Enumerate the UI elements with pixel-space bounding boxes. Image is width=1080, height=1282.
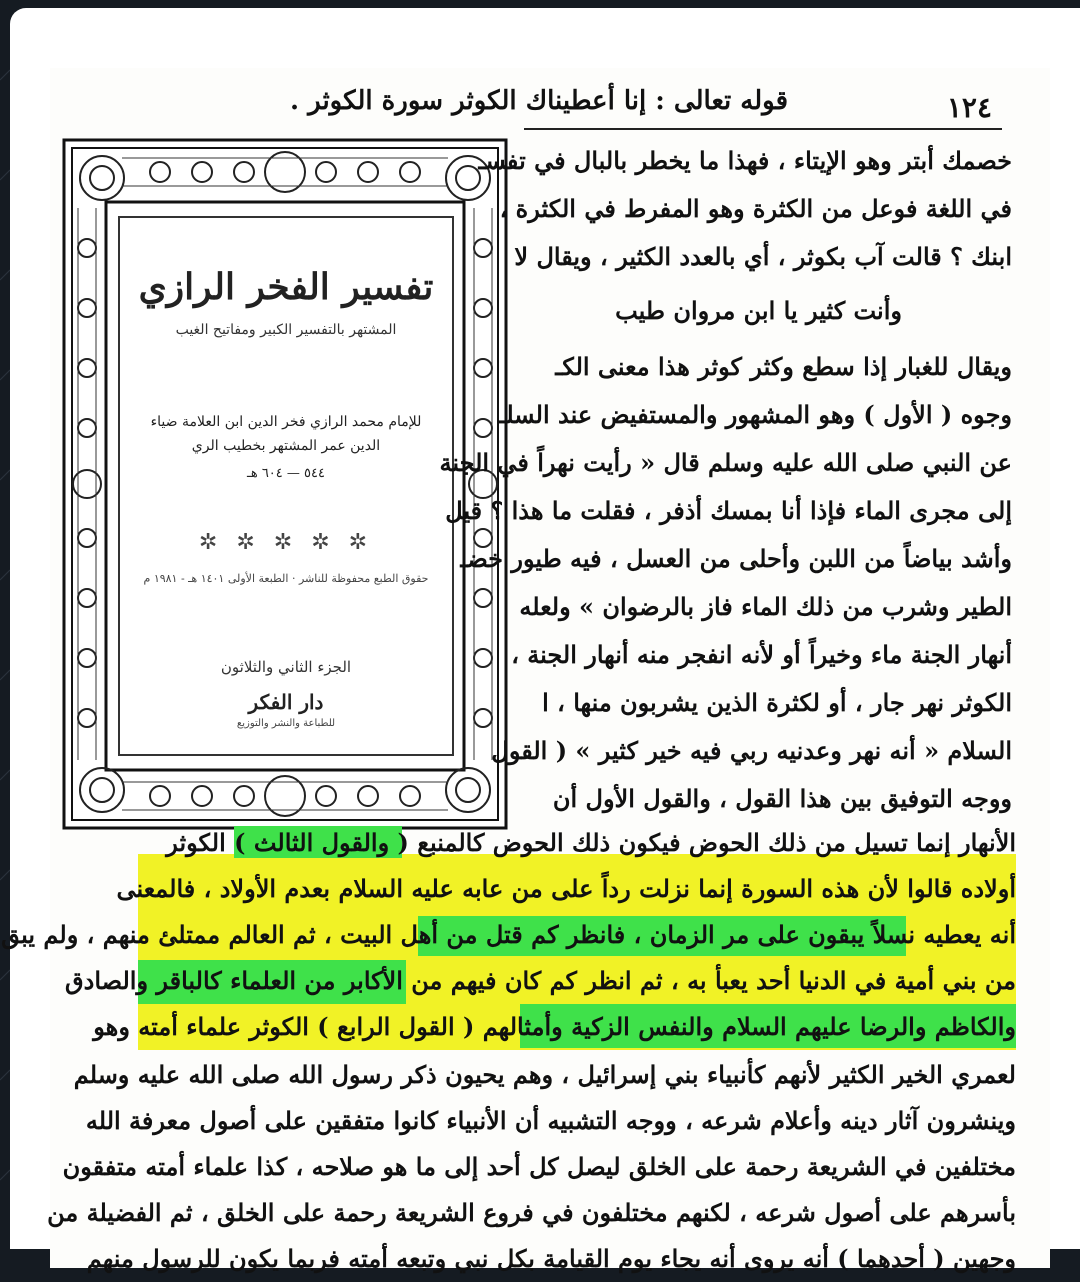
cover-dates: ٥٤٤ — ٦٠٤ هـ <box>247 466 325 481</box>
text-line: وجهين ( أحدهما ) أنه يروى أنه يجاء يوم القيامة بكل نبي وتبعه أمته فربما يكون للرسول منهم <box>86 1244 1016 1273</box>
text-line: لعمري الخير الكثير لأنهم كأنبياء بني إسرائيل ، وهم يحيون ذكر رسول الله صلى الله عليه وسلم <box>73 1060 1016 1089</box>
text-line: ويقال للغبار إذا سطع وكثر كوثر هذا معنى الكـ <box>555 352 1012 381</box>
text-line: في اللغة فوعل من الكثرة وهو المفرط في الكثرة ، <box>499 194 1012 223</box>
cover-subtitle: المشتهر بالتفسير الكبير ومفاتيح الغيب <box>175 322 397 338</box>
text-line: إلى مجرى الماء فإذا أنا بمسك أذفر ، فقلت ما هذا ؟ قيل <box>445 496 1012 525</box>
cover-publisher-subtitle: للطباعة والنشر والتوزيع <box>236 718 336 729</box>
text-line: خصمك أبتر وهو الإيتاء ، فهذا ما يخطر بالبال في تفسـ <box>478 146 1012 175</box>
text-line: أولاده قالوا لأن هذه السورة إنما نزلت رداً على من عابه عليه السلام بعدم الأولاد ، فالمعنى <box>116 874 1016 903</box>
text-line: ابنك ؟ قالت آب بكوثر ، أي بالعدد الكثير ، ويقال لا <box>514 242 1012 271</box>
text-line: بأسرهم على أصول شرعه ، لكنهم مختلفون في فروع الشريعة رحمة على الخلق ، ثم الفضيلة من <box>47 1198 1016 1227</box>
text-line: عن النبي صلى الله عليه وسلم قال « رأيت نهراً في الجنة <box>439 448 1012 477</box>
text-line: وجوه ( الأول ) وهو المشهور والمستفيض عند السلـ <box>499 400 1012 429</box>
cover-stars: ✲ ✲ ✲ ✲ ✲ <box>198 530 374 555</box>
text-line: والكاظم والرضا عليهم السلام والنفس الزكية وأمثالهم ( القول الرابع ) الكوثر علماء أمته وهو <box>93 1012 1016 1041</box>
cover-volume: الجزء الثاني والثلاثون <box>220 658 352 676</box>
text-line: مختلفين في الشريعة رحمة على الخلق ليصل كل أحد إلى ما هو صلاحه ، كذا علماء أمته متفقون <box>62 1152 1016 1181</box>
text-line: من بني أمية في الدنيا أحد يعبأ به ، ثم انظر كم كان فيهم من الأكابر من العلماء كالباقر والصادق <box>65 966 1016 995</box>
cover-title-panel <box>118 216 454 756</box>
cover-author: للإمام محمد الرازي فخر الدين ابن العلامة ضياء الدين عمر المشتهر بخطيب الري <box>150 414 422 454</box>
running-title: قوله تعالى : إنا أعطيناك الكوثر سورة الكوثر . <box>290 86 788 116</box>
cover-publisher: دار الفكر <box>248 690 324 714</box>
text-line: أنه يعطيه نسلاً يبقون على مر الزمان ، فانظر كم قتل من أهل البيت ، ثم العالم ممتلئ منهم ، ولم يبق <box>1 920 1016 949</box>
page-header <box>50 68 1050 128</box>
text-line: ووجه التوفيق بين هذا القول ، والقول الأول أن <box>552 784 1012 813</box>
text-line: الطير وشرب من ذلك الماء فاز بالرضوان » ولعله <box>519 592 1012 621</box>
page-number: ١٢٤ <box>946 91 992 124</box>
text-line: أنهار الجنة ماء وخيراً أو لأنه انفجر منه أنهار الجنة ، <box>511 640 1012 669</box>
text-line: وينشرون آثار دينه وأعلام شرعه ، ووجه التشبيه أن الأنبياء كانوا متفقين على أصول معرفة الله <box>85 1106 1016 1135</box>
header-rule <box>524 128 1002 130</box>
cover-title: تفسير الفخر الرازي <box>138 266 434 308</box>
text-line: الكوثر نهر جار ، أو لكثرة الذين يشربون منها ، ا <box>542 688 1012 717</box>
text-line: السلام « أنه نهر وعدنيه ربي فيه خير كثير » ( القول <box>491 736 1012 765</box>
image-card <box>1 8 1080 1273</box>
text-line: وأشد بياضاً من اللبن وأحلى من العسل ، فيه طيور خضـ <box>460 544 1012 573</box>
scanned-book-page <box>1 68 1050 1273</box>
verse-line: وأنت كثير يا ابن مروان طيب <box>615 296 902 325</box>
cover-rights: حقوق الطبع محفوظة للناشر · الطبعة الأولى ١٤٠١ هـ - ١٩٨١ م <box>143 572 429 585</box>
text-line: الأنهار إنما تسيل من ذلك الحوض فيكون ذلك الحوض كالمنبع ( والقول الثالث ) الكوثر <box>166 828 1016 857</box>
